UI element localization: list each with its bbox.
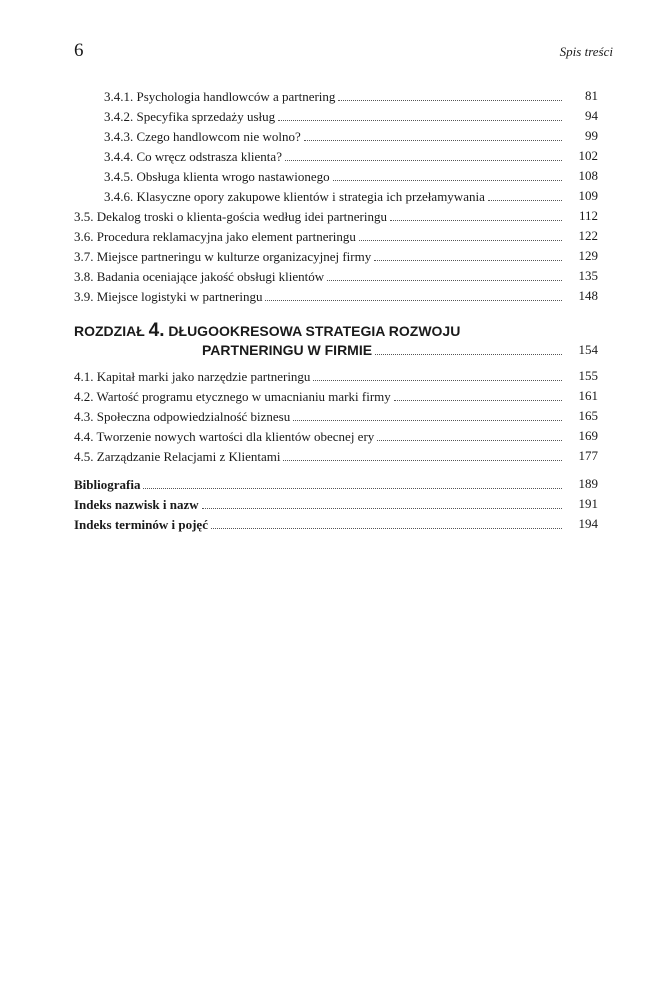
chapter-title-continued: PARTNERINGU W FIRMIE bbox=[202, 342, 373, 358]
leader-dots bbox=[278, 106, 562, 121]
leader-dots bbox=[333, 166, 562, 181]
leader-dots bbox=[283, 446, 562, 461]
toc-entry-page: 129 bbox=[578, 248, 598, 263]
toc-entry-page: 189 bbox=[578, 476, 598, 491]
toc-entry-label: 4.4. Tworzenie nowych wartości dla klientów obecnej ery bbox=[74, 429, 375, 444]
leader-dots bbox=[377, 426, 562, 441]
leader-dots bbox=[265, 286, 562, 301]
chapter-title-line2 bbox=[74, 340, 562, 360]
toc-entry-label: 4.3. Społeczna odpowiedzialność biznesu bbox=[74, 409, 291, 424]
toc-entry-page: 94 bbox=[585, 108, 598, 123]
toc-entry[interactable] bbox=[74, 266, 598, 286]
toc-entry-term-index[interactable] bbox=[74, 514, 598, 534]
leader-dots bbox=[285, 146, 562, 161]
leader-dots bbox=[202, 494, 562, 509]
chapter-page: 154 bbox=[578, 342, 598, 357]
chapter-number: 4. bbox=[148, 320, 165, 341]
leader-dots bbox=[359, 226, 562, 241]
toc-entry-label: 3.4.5. Obsługa klienta wrogo nastawionego bbox=[104, 169, 330, 184]
toc-entry[interactable] bbox=[74, 386, 598, 406]
toc-entry-label: Indeks nazwisk i nazw bbox=[74, 497, 199, 512]
toc-entry-page: 102 bbox=[578, 148, 598, 163]
toc-entry-label: 3.8. Badania oceniające jakość obsługi klientów bbox=[74, 269, 325, 284]
toc-entry[interactable] bbox=[74, 406, 598, 426]
table-of-contents bbox=[74, 86, 598, 534]
toc-entry-label: 3.9. Miejsce logistyki w partneringu bbox=[74, 289, 263, 304]
toc-entry-label: 4.2. Wartość programu etycznego w umacnianiu marki firmy bbox=[74, 389, 391, 404]
toc-entry[interactable] bbox=[74, 126, 598, 146]
page-number: 6 bbox=[74, 40, 84, 61]
toc-entry-page: 109 bbox=[578, 188, 598, 203]
toc-entry-label: Bibliografia bbox=[74, 477, 141, 492]
toc-entry[interactable] bbox=[74, 86, 598, 106]
leader-dots bbox=[338, 86, 562, 101]
toc-entry-label: 3.4.6. Klasyczne opory zakupowe klientów i strategia ich przełamywania bbox=[104, 189, 485, 204]
leader-dots bbox=[293, 406, 562, 421]
toc-entry-page: 99 bbox=[585, 128, 598, 143]
leader-dots bbox=[143, 474, 562, 489]
running-head: Spis treści bbox=[559, 44, 613, 59]
leader-dots bbox=[375, 340, 562, 355]
toc-entry-label: 4.1. Kapitał marki jako narzędzie partneringu bbox=[74, 369, 311, 384]
toc-entry-page: 161 bbox=[578, 388, 598, 403]
toc-entry[interactable] bbox=[74, 206, 598, 226]
toc-entry-page: 177 bbox=[578, 448, 598, 463]
toc-entry-bibliography[interactable] bbox=[74, 474, 598, 494]
toc-entry-label: 3.4.1. Psychologia handlowców a partnering bbox=[104, 89, 336, 104]
toc-entry-page: 122 bbox=[578, 228, 598, 243]
spacer bbox=[74, 466, 598, 474]
toc-entry-page: 194 bbox=[578, 516, 598, 531]
toc-entry-label: 3.4.3. Czego handlowcom nie wolno? bbox=[104, 129, 301, 144]
chapter-title: DŁUGOOKRESOWA STRATEGIA ROZWOJU bbox=[168, 323, 461, 339]
leader-dots bbox=[211, 514, 562, 529]
toc-entry-label: 3.7. Miejsce partneringu w kulturze organizacyjnej firmy bbox=[74, 249, 372, 264]
toc-entry-page: 135 bbox=[578, 268, 598, 283]
toc-entry-page: 148 bbox=[578, 288, 598, 303]
chapter-heading[interactable] bbox=[74, 320, 598, 360]
chapter-title-line1 bbox=[74, 320, 460, 340]
toc-entry[interactable] bbox=[74, 286, 598, 306]
toc-entry-page: 165 bbox=[578, 408, 598, 423]
leader-dots bbox=[313, 366, 562, 381]
leader-dots bbox=[304, 126, 562, 141]
toc-entry[interactable] bbox=[74, 226, 598, 246]
leader-dots bbox=[327, 266, 562, 281]
toc-entry-name-index[interactable] bbox=[74, 494, 598, 514]
toc-entry[interactable] bbox=[74, 186, 598, 206]
toc-entry-label: 3.6. Procedura reklamacyjna jako element partneringu bbox=[74, 229, 356, 244]
toc-entry-page: 112 bbox=[578, 208, 598, 223]
toc-entry-page: 191 bbox=[578, 496, 598, 511]
toc-entry-page: 169 bbox=[578, 428, 598, 443]
leader-dots bbox=[394, 386, 562, 401]
toc-entry-label: 3.5. Dekalog troski o klienta-gościa według idei partneringu bbox=[74, 209, 388, 224]
toc-entry[interactable] bbox=[74, 246, 598, 266]
chapter-prefix: ROZDZIAŁ bbox=[74, 323, 149, 339]
toc-entry-label: 4.5. Zarządzanie Relacjami z Klientami bbox=[74, 449, 281, 464]
toc-entry[interactable] bbox=[74, 106, 598, 126]
toc-entry-page: 108 bbox=[578, 168, 598, 183]
leader-dots bbox=[374, 246, 562, 261]
toc-entry-page: 81 bbox=[585, 88, 598, 103]
leader-dots bbox=[390, 206, 562, 221]
toc-entry-label: 3.4.4. Co wręcz odstrasza klienta? bbox=[104, 149, 282, 164]
leader-dots bbox=[488, 186, 562, 201]
toc-entry[interactable] bbox=[74, 166, 598, 186]
page-header bbox=[74, 40, 613, 70]
toc-entry[interactable] bbox=[74, 366, 598, 386]
toc-entry[interactable] bbox=[74, 426, 598, 446]
toc-entry[interactable] bbox=[74, 146, 598, 166]
toc-entry[interactable] bbox=[74, 446, 598, 466]
toc-entry-label: 3.4.2. Specyfika sprzedaży usług bbox=[104, 109, 276, 124]
toc-entry-label: Indeks terminów i pojęć bbox=[74, 517, 208, 532]
toc-entry-page: 155 bbox=[578, 368, 598, 383]
